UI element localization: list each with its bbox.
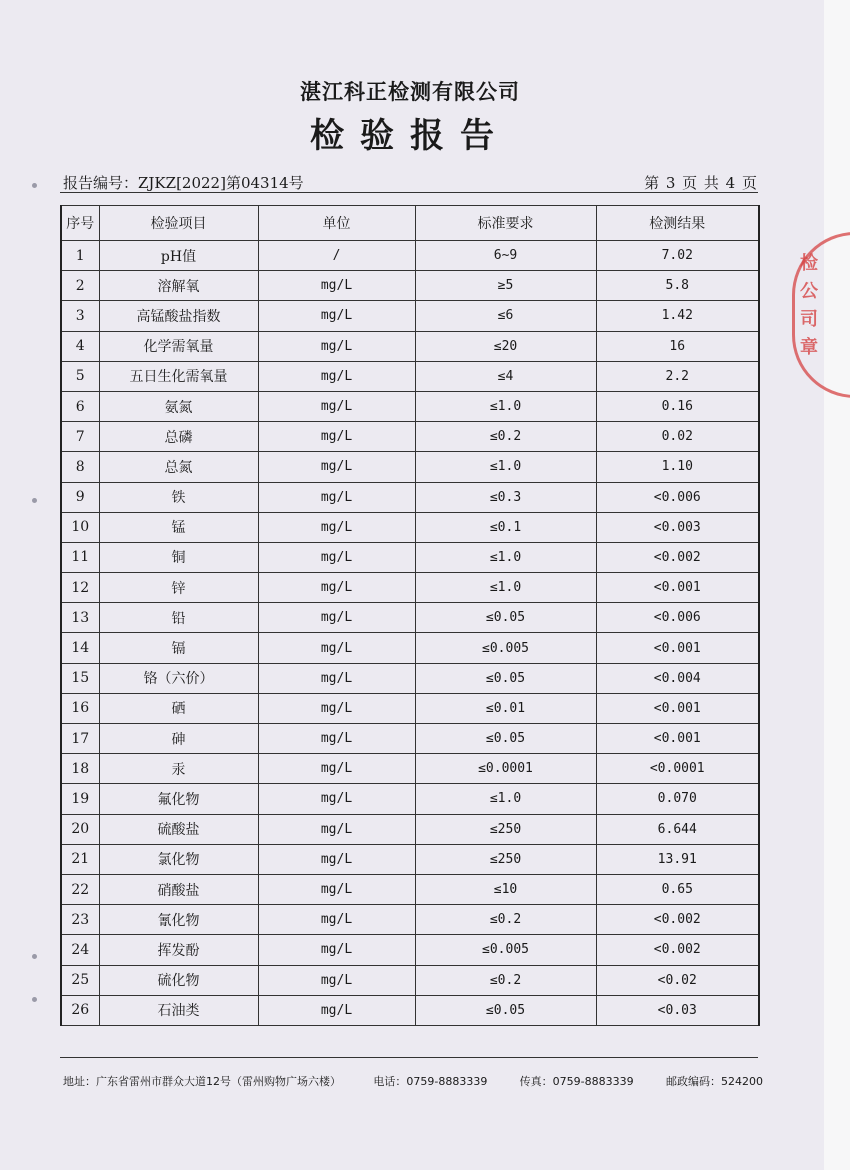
table-row (61, 874, 759, 904)
test-item-cell: 锌 (99, 573, 258, 603)
row-index-cell: 9 (61, 482, 99, 512)
test-result-cell: 13.91 (596, 844, 759, 874)
unit-cell: mg/L (258, 663, 415, 693)
unit-cell: mg/L (258, 633, 415, 663)
test-item-cell: 挥发酚 (99, 935, 258, 965)
unit-cell: mg/L (258, 301, 415, 331)
test-item-cell: 化学需氧量 (99, 331, 258, 361)
test-item-cell: 镉 (99, 633, 258, 663)
row-index-cell: 16 (61, 693, 99, 723)
unit-cell: mg/L (258, 724, 415, 754)
results-body (61, 241, 759, 1026)
footer-postcode: 邮政编码：524200 (665, 1075, 763, 1088)
standard-requirement-cell: ≤0.05 (415, 995, 596, 1025)
table-row (61, 542, 759, 572)
document-title: 检验报告 (310, 116, 510, 156)
row-index-cell: 24 (61, 935, 99, 965)
row-index-cell: 2 (61, 271, 99, 301)
test-item-cell: 硒 (99, 693, 258, 723)
table-row (61, 241, 759, 271)
test-result-cell: <0.001 (596, 724, 759, 754)
test-item-cell: 硫酸盐 (99, 814, 258, 844)
unit-cell: mg/L (258, 603, 415, 633)
row-index-cell: 23 (61, 905, 99, 935)
row-index-cell: 7 (61, 422, 99, 452)
test-result-cell: <0.001 (596, 693, 759, 723)
test-item-cell: 总磷 (99, 422, 258, 452)
row-index-cell: 14 (61, 633, 99, 663)
table-row (61, 603, 759, 633)
table-row (61, 663, 759, 693)
test-result-cell: 0.65 (596, 874, 759, 904)
test-result-cell: <0.006 (596, 603, 759, 633)
standard-requirement-cell: ≤0.05 (415, 663, 596, 693)
test-result-cell: <0.002 (596, 905, 759, 935)
table-row (61, 784, 759, 814)
unit-cell: mg/L (258, 844, 415, 874)
table-row (61, 391, 759, 421)
unit-cell: mg/L (258, 874, 415, 904)
test-item-cell: 硝酸盐 (99, 874, 258, 904)
footer (63, 1073, 763, 1089)
unit-cell: mg/L (258, 784, 415, 814)
header-rule (60, 192, 758, 193)
test-result-cell: <0.0001 (596, 754, 759, 784)
unit-cell: mg/L (258, 965, 415, 995)
column-header-index: 序号 (61, 206, 99, 241)
table-row (61, 814, 759, 844)
page-indicator: 第 3 页 共 4 页 (644, 174, 758, 192)
table-row (61, 724, 759, 754)
column-header-item: 检验项目 (99, 206, 258, 241)
row-index-cell: 22 (61, 874, 99, 904)
test-item-cell: 硫化物 (99, 965, 258, 995)
test-item-cell: 氰化物 (99, 905, 258, 935)
row-index-cell: 10 (61, 512, 99, 542)
table-row (61, 331, 759, 361)
unit-cell: mg/L (258, 814, 415, 844)
row-index-cell: 13 (61, 603, 99, 633)
standard-requirement-cell: ≤10 (415, 874, 596, 904)
row-index-cell: 12 (61, 573, 99, 603)
test-result-cell: <0.02 (596, 965, 759, 995)
test-item-cell: 氯化物 (99, 844, 258, 874)
unit-cell: / (258, 241, 415, 271)
standard-requirement-cell: ≤0.0001 (415, 754, 596, 784)
row-index-cell: 19 (61, 784, 99, 814)
test-result-cell: 6.644 (596, 814, 759, 844)
unit-cell: mg/L (258, 754, 415, 784)
table-row (61, 905, 759, 935)
unit-cell: mg/L (258, 905, 415, 935)
row-index-cell: 18 (61, 754, 99, 784)
test-result-cell: 1.42 (596, 301, 759, 331)
test-result-cell: <0.006 (596, 482, 759, 512)
test-item-cell: 氨氮 (99, 391, 258, 421)
test-result-cell: <0.002 (596, 935, 759, 965)
test-result-cell: 5.8 (596, 271, 759, 301)
footer-fax: 传真：0759-8883339 (519, 1075, 634, 1088)
row-index-cell: 25 (61, 965, 99, 995)
standard-requirement-cell: ≤1.0 (415, 452, 596, 482)
test-item-cell: 汞 (99, 754, 258, 784)
row-index-cell: 17 (61, 724, 99, 754)
table-row (61, 633, 759, 663)
unit-cell: mg/L (258, 482, 415, 512)
table-row (61, 361, 759, 391)
unit-cell: mg/L (258, 271, 415, 301)
standard-requirement-cell: ≤0.005 (415, 633, 596, 663)
unit-cell: mg/L (258, 512, 415, 542)
table-row (61, 301, 759, 331)
unit-cell: mg/L (258, 542, 415, 572)
results-table (60, 205, 760, 1026)
binding-hole (32, 954, 37, 959)
test-item-cell: 铜 (99, 542, 258, 572)
standard-requirement-cell: ≤6 (415, 301, 596, 331)
standard-requirement-cell: ≤1.0 (415, 542, 596, 572)
test-result-cell: <0.003 (596, 512, 759, 542)
test-result-cell: <0.004 (596, 663, 759, 693)
binding-hole (32, 183, 37, 188)
standard-requirement-cell: ≤4 (415, 361, 596, 391)
standard-requirement-cell: ≤250 (415, 844, 596, 874)
row-index-cell: 15 (61, 663, 99, 693)
unit-cell: mg/L (258, 452, 415, 482)
test-item-cell: pH值 (99, 241, 258, 271)
table-row (61, 935, 759, 965)
standard-requirement-cell: ≤0.3 (415, 482, 596, 512)
table-header-row (61, 206, 759, 241)
table-row (61, 422, 759, 452)
test-result-cell: <0.001 (596, 633, 759, 663)
standard-requirement-cell: ≤0.005 (415, 935, 596, 965)
seal-fragment: 章 (800, 337, 818, 358)
unit-cell: mg/L (258, 391, 415, 421)
row-index-cell: 21 (61, 844, 99, 874)
row-index-cell: 5 (61, 361, 99, 391)
row-index-cell: 8 (61, 452, 99, 482)
row-index-cell: 6 (61, 391, 99, 421)
row-index-cell: 11 (61, 542, 99, 572)
test-item-cell: 石油类 (99, 995, 258, 1025)
standard-requirement-cell: ≤250 (415, 814, 596, 844)
binding-hole (32, 498, 37, 503)
table-row (61, 482, 759, 512)
test-item-cell: 铬（六价） (99, 663, 258, 693)
column-header-standard: 标准要求 (415, 206, 596, 241)
row-index-cell: 1 (61, 241, 99, 271)
standard-requirement-cell: ≤0.1 (415, 512, 596, 542)
seal-fragment: 公司 (800, 281, 818, 330)
report-number: 报告编号：ZJKZ[2022]第04314号 (63, 174, 304, 192)
row-index-cell: 26 (61, 995, 99, 1025)
footer-phone: 电话：0759-8883339 (373, 1075, 488, 1088)
table-row (61, 844, 759, 874)
test-result-cell: 0.070 (596, 784, 759, 814)
standard-requirement-cell: ≤1.0 (415, 391, 596, 421)
test-item-cell: 溶解氧 (99, 271, 258, 301)
test-result-cell: 7.02 (596, 241, 759, 271)
company-name: 湛江科正检测有限公司 (300, 79, 520, 104)
row-index-cell: 4 (61, 331, 99, 361)
standard-requirement-cell: 6~9 (415, 241, 596, 271)
standard-requirement-cell: ≤1.0 (415, 784, 596, 814)
test-item-cell: 氟化物 (99, 784, 258, 814)
table-row (61, 512, 759, 542)
table-row (61, 995, 759, 1025)
unit-cell: mg/L (258, 935, 415, 965)
table-row (61, 754, 759, 784)
test-item-cell: 砷 (99, 724, 258, 754)
test-result-cell: 2.2 (596, 361, 759, 391)
standard-requirement-cell: ≤0.2 (415, 965, 596, 995)
test-result-cell: 1.10 (596, 452, 759, 482)
standard-requirement-cell: ≤0.01 (415, 693, 596, 723)
binding-hole (32, 997, 37, 1002)
table-row (61, 452, 759, 482)
column-header-unit: 单位 (258, 206, 415, 241)
footer-address: 地址：广东省雷州市群众大道12号（雷州购物广场六楼） (63, 1075, 341, 1088)
standard-requirement-cell: ≤0.2 (415, 422, 596, 452)
test-item-cell: 锰 (99, 512, 258, 542)
standard-requirement-cell: ≤0.05 (415, 724, 596, 754)
seal-fragment: 检 (800, 253, 818, 274)
table-row (61, 271, 759, 301)
unit-cell: mg/L (258, 995, 415, 1025)
test-item-cell: 铁 (99, 482, 258, 512)
standard-requirement-cell: ≤0.2 (415, 905, 596, 935)
unit-cell: mg/L (258, 573, 415, 603)
test-item-cell: 高锰酸盐指数 (99, 301, 258, 331)
page-edge (824, 0, 850, 1170)
footer-rule (60, 1057, 758, 1058)
test-item-cell: 铅 (99, 603, 258, 633)
standard-requirement-cell: ≤1.0 (415, 573, 596, 603)
table-row (61, 573, 759, 603)
test-result-cell: 0.02 (596, 422, 759, 452)
test-result-cell: <0.03 (596, 995, 759, 1025)
unit-cell: mg/L (258, 361, 415, 391)
column-header-result: 检测结果 (596, 206, 759, 241)
standard-requirement-cell: ≤0.05 (415, 603, 596, 633)
table-row (61, 965, 759, 995)
table-row (61, 693, 759, 723)
test-item-cell: 五日生化需氧量 (99, 361, 258, 391)
row-index-cell: 3 (61, 301, 99, 331)
test-item-cell: 总氮 (99, 452, 258, 482)
company-seal-text (800, 250, 824, 362)
test-result-cell: 16 (596, 331, 759, 361)
test-result-cell: 0.16 (596, 391, 759, 421)
unit-cell: mg/L (258, 422, 415, 452)
standard-requirement-cell: ≤20 (415, 331, 596, 361)
unit-cell: mg/L (258, 693, 415, 723)
unit-cell: mg/L (258, 331, 415, 361)
test-result-cell: <0.002 (596, 542, 759, 572)
standard-requirement-cell: ≥5 (415, 271, 596, 301)
row-index-cell: 20 (61, 814, 99, 844)
test-result-cell: <0.001 (596, 573, 759, 603)
